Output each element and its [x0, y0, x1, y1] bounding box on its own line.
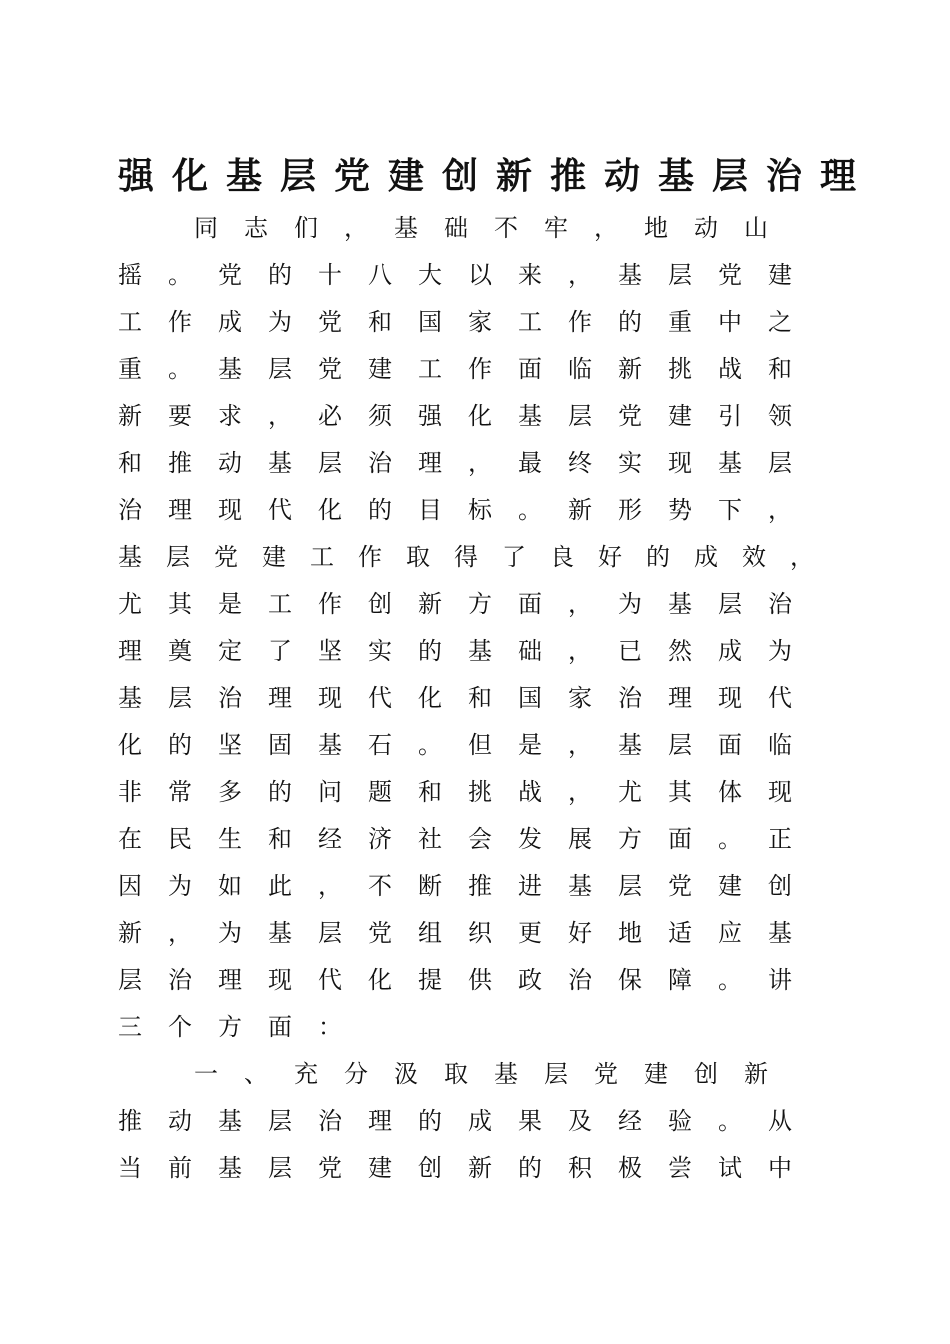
paragraph-line: 尤其是工作创新方面，为基层治: [118, 590, 818, 618]
section-heading-line: 一、充分汲取基层党建创新: [194, 1060, 794, 1088]
paragraph-line: 在民生和经济社会发展方面。正: [118, 825, 818, 853]
paragraph-line: 非常多的问题和挑战，尤其体现: [118, 778, 818, 806]
paragraph-line: 因为如此，不断推进基层党建创: [118, 872, 818, 900]
paragraph-line: 当前基层党建创新的积极尝试中: [118, 1154, 818, 1182]
paragraph-line: 化的坚固基石。但是，基层面临: [118, 731, 818, 759]
paragraph-line: 治理现代化的目标。新形势下，: [118, 496, 818, 524]
paragraph-line: 基层党建工作取得了良好的成效，: [118, 543, 838, 571]
paragraph-line: 三个方面：: [118, 1013, 368, 1041]
document-title: 强化基层党建创新推动基层治理: [118, 155, 875, 197]
paragraph-line: 重。基层党建工作面临新挑战和: [118, 355, 818, 383]
paragraph-line: 摇。党的十八大以来，基层党建: [118, 261, 818, 289]
paragraph-line: 基层治理现代化和国家治理现代: [118, 684, 818, 712]
paragraph-line: 新，为基层党组织更好地适应基: [118, 919, 818, 947]
paragraph-line: 层治理现代化提供政治保障。讲: [118, 966, 818, 994]
paragraph-line: 工作成为党和国家工作的重中之: [118, 308, 818, 336]
paragraph-line: 新要求，必须强化基层党建引领: [118, 402, 818, 430]
paragraph-line: 理奠定了坚实的基础，已然成为: [118, 637, 818, 665]
paragraph-line: 推动基层治理的成果及经验。从: [118, 1107, 818, 1135]
paragraph-line: 同志们，基础不牢，地动山: [194, 214, 794, 242]
paragraph-line: 和推动基层治理，最终实现基层: [118, 449, 818, 477]
